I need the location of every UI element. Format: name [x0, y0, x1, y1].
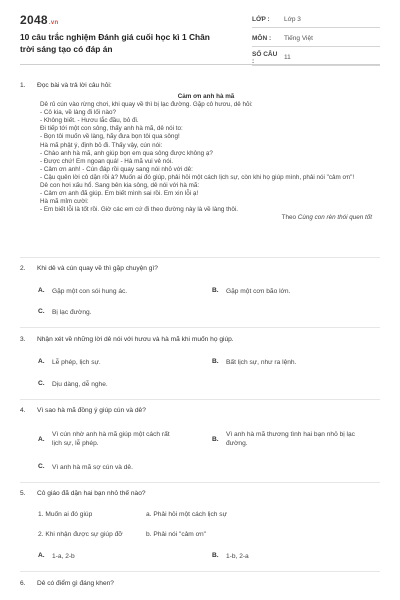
answer-option[interactable] — [38, 463, 238, 472]
option-text: Vì cún nhờ anh hà mã giúp một cách rất lịch sự, lễ phép. — [52, 431, 170, 447]
answer-option[interactable] — [212, 552, 372, 561]
question-prompt: Cô giáo đã dặn hai bạn nhỏ thế nào? — [37, 490, 146, 497]
reading-passage — [40, 93, 372, 223]
question-prompt: Dê có điểm gì đáng khen? — [37, 580, 114, 587]
source-name: Cùng con rèn thói quen tốt — [297, 214, 372, 222]
option-text: Vì anh hà mã sợ cún và dê. — [52, 464, 133, 471]
option-letter: C. — [38, 308, 45, 315]
option-text: Lễ phép, lịch sự. — [52, 359, 101, 366]
option-letter: A. — [38, 287, 45, 294]
question-divider — [20, 571, 380, 572]
logo-main: 2048 — [20, 13, 48, 27]
answer-option[interactable] — [38, 358, 198, 367]
passage-line: Dê rủ cún vào rừng chơi, khi quay về thì bị lạc đường. Gặp cô hươu, dê hỏi: — [40, 101, 253, 109]
option-text: Bất lịch sự, như ra lệnh. — [226, 359, 297, 366]
option-text: Gặp một cơn bão lớn. — [226, 288, 291, 295]
question-divider — [20, 399, 380, 400]
source-prefix: Theo — [281, 214, 297, 222]
question-divider — [20, 327, 380, 328]
answer-option[interactable] — [212, 430, 372, 448]
page-title: 10 câu trắc nghiệm Đánh giá cuối học kì 1 Chân trời sáng tạo có đáp án — [20, 32, 210, 54]
match-left-item: 1. Muốn ai đó giúp — [38, 511, 93, 518]
question-number: 4. — [20, 407, 26, 414]
meta-value: 11 — [284, 54, 291, 61]
question-prompt: Nhận xét về những lời dê nói với hươu và hà mã khi muốn họ giúp. — [37, 336, 234, 343]
match-left-item: 2. Khi nhận được sự giúp đỡ — [38, 531, 123, 538]
meta-key: LỚP : — [252, 16, 270, 23]
passage-line: Đi tiếp tới một con sông, thấy anh hà mã, dê nói to: — [40, 125, 183, 133]
answer-option[interactable] — [212, 287, 372, 296]
question-number: 6. — [20, 580, 26, 587]
option-letter: B. — [212, 435, 219, 443]
option-letter: B. — [212, 358, 219, 365]
header-divider — [20, 64, 380, 65]
option-letter: A. — [38, 552, 45, 559]
meta-key: MÔN : — [252, 35, 272, 42]
match-right-item: b. Phải nói "cảm ơn" — [146, 531, 206, 538]
question-divider — [20, 257, 380, 258]
match-right-item: a. Phải hỏi một cách lịch sự — [146, 511, 228, 518]
option-text: Vì anh hà mã thương tình hai bạn nhỏ bị lạc đường. — [226, 431, 355, 447]
logo-domain: .vn — [48, 20, 59, 26]
passage-line: - Chào anh hà mã, anh giúp bọn em qua sông được không ạ? — [40, 149, 213, 157]
option-letter: C. — [38, 380, 45, 387]
passage-line: - Cảm ơn anh! - Cún đáp rồi quay sang nói nhỏ với dê: — [40, 165, 193, 173]
option-letter: B. — [212, 552, 219, 559]
question-number: 3. — [20, 336, 26, 343]
question-number: 2. — [20, 265, 26, 272]
meta-row-subject — [252, 31, 380, 47]
passage-line: Hà mã mỉm cười: — [40, 198, 89, 206]
passage-line: - Cảm ơn anh đã giúp. Em biết mình sai rồi. Em xin lỗi ạ! — [40, 190, 199, 198]
answer-option[interactable] — [38, 430, 198, 448]
passage-line: Hà mã phật ý, định bỏ đi. Thấy vậy, cún nói: — [40, 141, 163, 149]
meta-row-class — [252, 12, 380, 28]
meta-value: Lớp 3 — [284, 16, 301, 23]
passage-line: - Cô kia, về làng đi lối nào? — [40, 109, 116, 117]
option-letter: B. — [212, 287, 219, 294]
question-1 — [20, 82, 382, 252]
option-text: Gặp một con sói hung ác. — [52, 288, 128, 295]
passage-line: - Bọn tôi muốn về làng, hãy đưa bọn tôi qua sông! — [40, 133, 180, 141]
answer-option[interactable] — [38, 287, 198, 296]
option-letter: A. — [38, 435, 45, 443]
question-prompt: Đọc bài và trả lời câu hỏi: — [37, 82, 112, 89]
passage-line: - Được chứ! Em ngoan quá! - Hà mã vui vẻ nói. — [40, 157, 173, 165]
question-number: 5. — [20, 490, 26, 497]
question-prompt: Khi dê và cún quay về thì gặp chuyện gì? — [37, 265, 158, 272]
passage-line: - Cậu quên lời cô dặn rồi à? Muốn ai đó giúp, phải hỏi một cách lịch sự, còn khi họ giúp mình, phải nói "cảm ơn"! — [40, 173, 355, 181]
passage-line: - Không biết. - Hươu lắc đầu, bỏ đi. — [40, 117, 139, 125]
answer-option[interactable] — [38, 552, 198, 561]
question-divider — [20, 482, 380, 483]
answer-option[interactable] — [38, 380, 198, 389]
answer-option[interactable] — [38, 308, 198, 317]
passage-line: - Em biết lỗi là tốt rồi. Giờ các em cứ đi theo đường này là về làng thôi. — [40, 206, 238, 214]
option-text: 1-b, 2-a — [226, 553, 249, 560]
passage-title: Cảm ơn anh hà mã — [177, 93, 235, 100]
meta-key: SỐ CÂU : — [252, 50, 278, 65]
meta-table — [252, 12, 380, 69]
site-logo[interactable] — [20, 13, 58, 27]
passage-line: Dê con hơi xấu hổ. Sang bên kia sông, dê nói với hà mã: — [40, 182, 200, 190]
meta-value: Tiếng Việt — [284, 35, 313, 42]
option-text: Bị lạc đường. — [52, 309, 92, 316]
question-prompt: Vì sao hà mã đồng ý giúp cún và dê? — [37, 407, 146, 414]
answer-option[interactable] — [212, 358, 372, 367]
passage-source — [40, 214, 372, 222]
option-text: Dịu dàng, dễ nghe. — [52, 381, 108, 388]
option-letter: A. — [38, 358, 45, 365]
option-text: 1-a, 2-b — [52, 553, 75, 560]
question-number: 1. — [20, 82, 26, 89]
option-letter: C. — [38, 463, 45, 470]
